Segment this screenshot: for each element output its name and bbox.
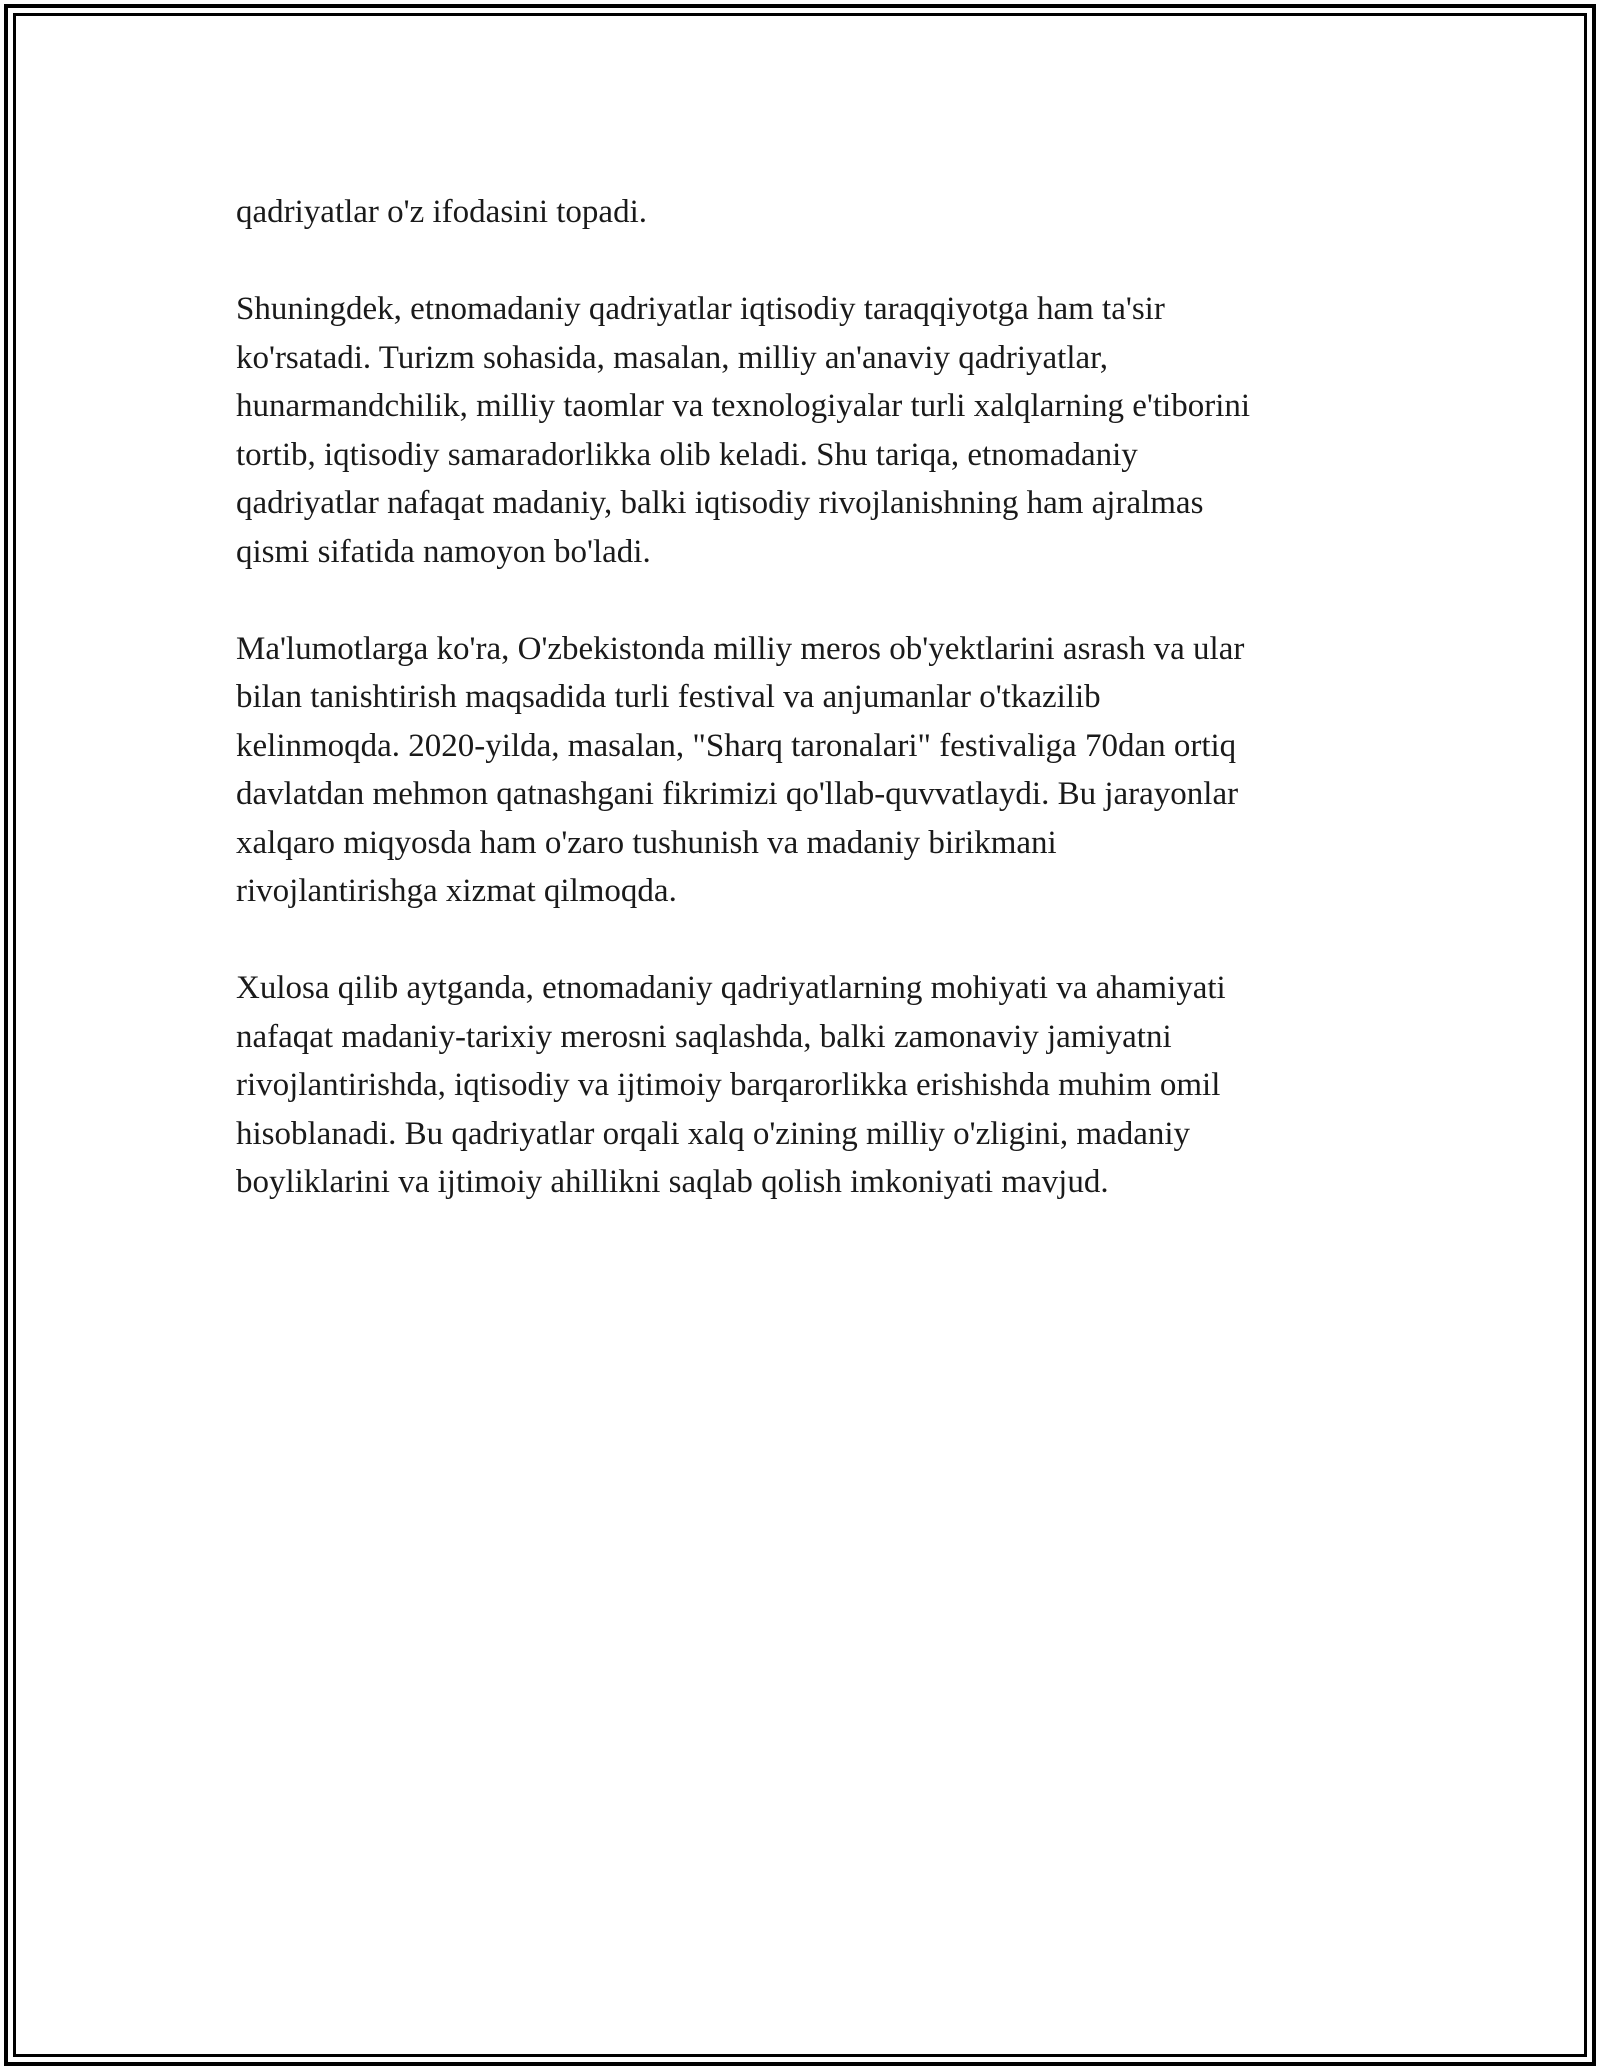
paragraph-festivals: Ma'lumotlarga ko'ra, O'zbekistonda milliy meros ob'yektlarini asrash va ular bilan tanishtirish maqsadida turli festival va anjumanlar o'tkazilib kelinmoqda. 2020-yilda, masalan, "Sharq taronalari" festivaliga 70dan ortiq davlatdan mehmon qatnashgani fikrimizi qo'llab-quvvatlaydi. Bu jarayonlar xalqaro miqyosda ham o'zaro tushunish va madaniy birikmani rivojlantirishga xizmat qilmoqda. <box>236 630 1245 909</box>
document-body <box>236 188 1376 1255</box>
paragraph-conclusion: Xulosa qilib aytganda, etnomadaniy qadriyatlarning mohiyati va ahamiyati nafaqat madaniy-tarixiy merosni saqlashda, balki zamonaviy jamiyatni rivojlantirishda, iqtisodiy va ijtimoiy barqarorlikka erishishda muhim omil hisoblanadi. Bu qadriyatlar orqali xalq o'zining milliy o'zligini, madaniy boyliklarini va ijtimoiy ahillikni saqlab qolish imkoniyati mavjud. <box>236 970 1226 1200</box>
paragraph-economic-impact: Shuningdek, etnomadaniy qadriyatlar iqtisodiy taraqqiyotga ham ta'sir ko'rsatadi. Turizm sohasida, masalan, milliy an'anaviy qadriyatlar, hunarmandchilik, milliy taomlar va texnologiyalar turli xalqlarning e'tiborini tortib, iqtisodiy samaradorlikka olib keladi. Shu tariqa, etnomadaniy qadriyatlar nafaqat madaniy, balki iqtisodiy rivojlanishning ham ajralmas qismi sifatida namoyon bo'ladi. <box>236 291 1251 570</box>
paragraph-continuation: qadriyatlar o'z ifodasini topadi. <box>236 194 647 230</box>
